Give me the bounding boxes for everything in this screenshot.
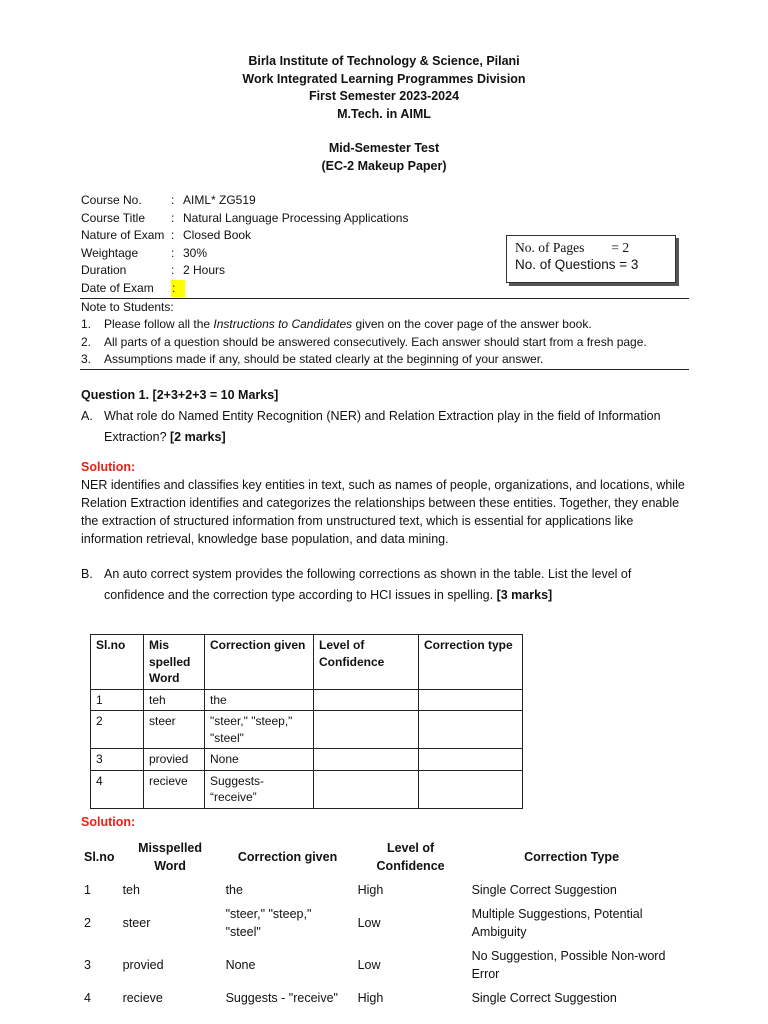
solution-label-a: Solution: — [81, 460, 136, 474]
table-header-row — [91, 635, 523, 690]
highlighted-colon: : — [171, 280, 185, 298]
note-item: 3. Assumptions made if any, should be stated clearly at the beginning of your answer. — [81, 351, 544, 366]
question-1a: A. What role do Named Entity Recognition (NER) and Relation Extraction play in the field of Information Extraction? [2 marks] — [81, 409, 661, 444]
meta-date: Date of Exam : — [81, 280, 408, 298]
course-meta — [81, 192, 408, 297]
table-row: 2 steer "steer," "steep," "steel" Low Multiple Suggestions, Potential Ambiguity — [84, 906, 643, 939]
meta-course-title: Course Title : Natural Language Processing Applications — [81, 210, 409, 225]
questions-count: No. of Questions = 3 — [515, 257, 639, 272]
col-slno: Sl.no — [84, 849, 115, 864]
table-header-row — [80, 836, 676, 878]
pages-info-box — [506, 235, 676, 283]
notes-title: Note to Students: — [81, 300, 174, 314]
meta-nature: Nature of Exam : Closed Book — [81, 228, 252, 242]
table-row: 3 provied None Low No Suggestion, Possible Non-word Error — [84, 948, 666, 981]
exam-title: Mid-Semester Test — [328, 141, 440, 155]
col-misspelled: Mis spelled Word — [144, 635, 205, 690]
table-row: 1 teh the High Single Correct Suggestion — [84, 882, 617, 897]
col-type: Correction type — [419, 635, 523, 690]
institution-name: Birla Institute of Technology & Science, Pilani — [248, 54, 520, 68]
col-confidence: Level of Confidence — [314, 635, 419, 690]
division-name: Work Integrated Learning Programmes Division — [242, 71, 526, 86]
solution-label-b: Solution: — [81, 815, 136, 829]
col-correction: Correction given — [237, 849, 338, 864]
col-type: Correction Type — [524, 849, 620, 864]
institution-header — [0, 53, 768, 123]
table-row: 1 teh the — [91, 689, 523, 711]
notes-to-students — [81, 299, 689, 368]
autocorrect-solution-table — [80, 836, 676, 1010]
table-row: 4 recieve Suggests - "receive" High Single Correct Suggestion — [84, 990, 617, 1005]
table-row: 4 recieve Suggests- “receive” — [91, 770, 523, 808]
divider-bottom — [80, 369, 689, 370]
col-slno: Sl.no — [91, 635, 144, 690]
col-misspelled: Misspelled Word — [138, 840, 203, 873]
question-1b: B. An auto correct system provides the following corrections as shown in the table. List the level of confidence and the correction type according to HCI issues in spelling. [3 marks] — [81, 567, 632, 602]
program: M.Tech. in AIML — [337, 106, 431, 121]
meta-course-no: Course No. : AIML* ZG519 — [81, 193, 256, 207]
col-confidence: Level of Confidence — [376, 840, 445, 873]
semester: First Semester 2023-2024 — [308, 89, 460, 103]
exam-title-block — [0, 140, 768, 175]
table-row: 2 steer "steer," "steep," "steel" — [91, 711, 523, 749]
solution-a-text: NER identifies and classifies key entities in text, such as names of people, organizations, and locations, while Relation Extraction identifies and categorizes the relationships between these entities. Together, they enable the extraction of structured information from unstructured text, which is essential for applications like information retrieval, knowledge base population, and data mining. — [81, 478, 685, 546]
meta-weightage: Weightage : 30% — [81, 245, 208, 260]
question-1-title: Question 1. [2+3+2+3 = 10 Marks] — [81, 388, 279, 402]
meta-duration: Duration : 2 Hours — [81, 263, 226, 277]
col-correction: Correction given — [205, 635, 314, 690]
table-row: 3 provied None — [91, 749, 523, 771]
note-item: 2. All parts of a question should be answered consecutively. Each answer should start from a fresh page. — [81, 334, 647, 349]
exam-subtitle: (EC-2 Makeup Paper) — [321, 158, 447, 173]
pages-count: No. of Pages = 2 — [515, 240, 630, 255]
autocorrect-question-table — [90, 634, 523, 809]
note-item: 1. Please follow all the Instructions to Candidates given on the cover page of the answer book. — [81, 317, 592, 332]
